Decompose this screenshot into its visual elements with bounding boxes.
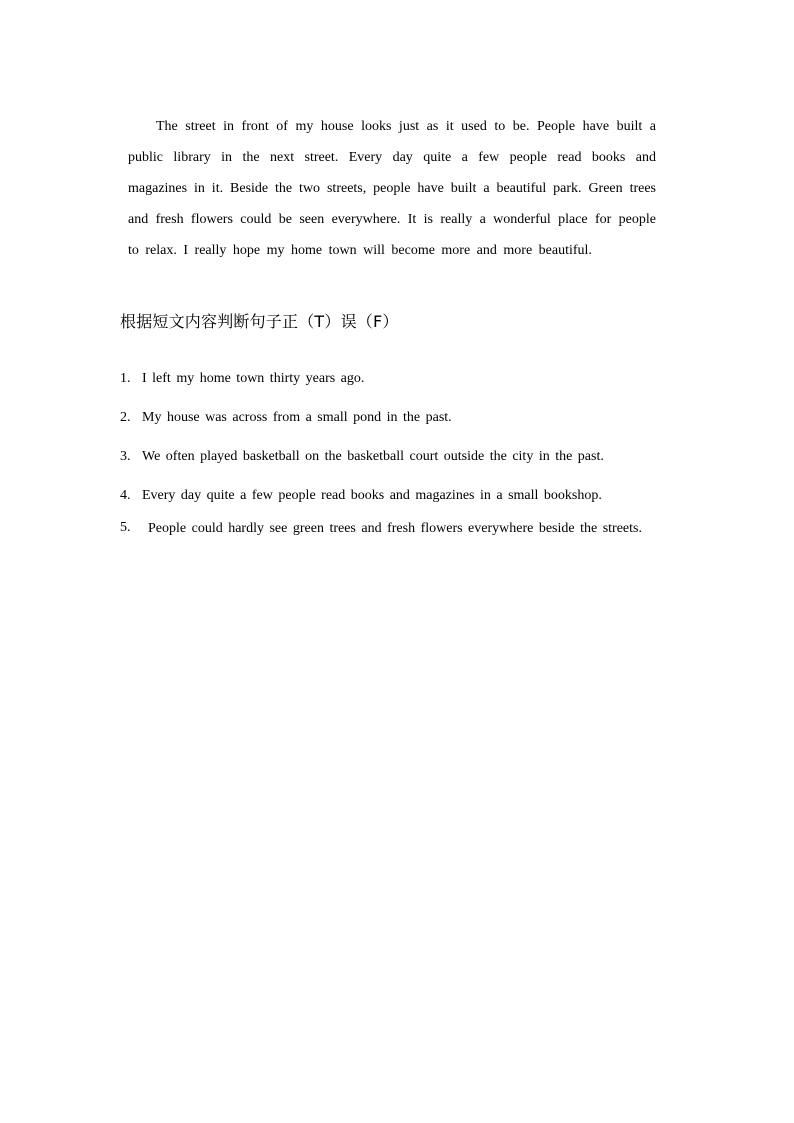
question-item (120, 483, 674, 509)
question-number: 2. (120, 410, 131, 425)
question-text: People could hardly see green trees and fresh flowers everywhere beside the streets. (148, 521, 642, 536)
instruction-heading: 根据短文内容判断句子正（T）误（F） (120, 312, 399, 331)
question-item (120, 405, 674, 431)
question-number: 4. (120, 488, 131, 503)
question-number: 1. (120, 371, 131, 386)
question-item (120, 366, 674, 392)
question-text: My house was across from a small pond in the past. (142, 410, 452, 425)
question-number: 3. (120, 449, 131, 464)
reading-passage: The street in front of my house looks just as it used to be. People have built a public library in the next street. Every day quite a few people read books and magazines in it. Beside the two streets, people have built a beautiful park. Green trees and fresh flowers could be seen everywhere. It is really a wonderful place for people to relax. I really hope my home town will become more and more beautiful. (128, 119, 656, 258)
question-number: 5. (120, 520, 131, 535)
question-item (120, 515, 674, 544)
question-text: We often played basketball on the basketball court outside the city in the past. (142, 449, 604, 464)
question-item (120, 444, 674, 470)
question-text: Every day quite a few people read books and magazines in a small bookshop. (142, 488, 602, 503)
question-text: I left my home town thirty years ago. (142, 371, 365, 386)
question-list (120, 366, 674, 544)
